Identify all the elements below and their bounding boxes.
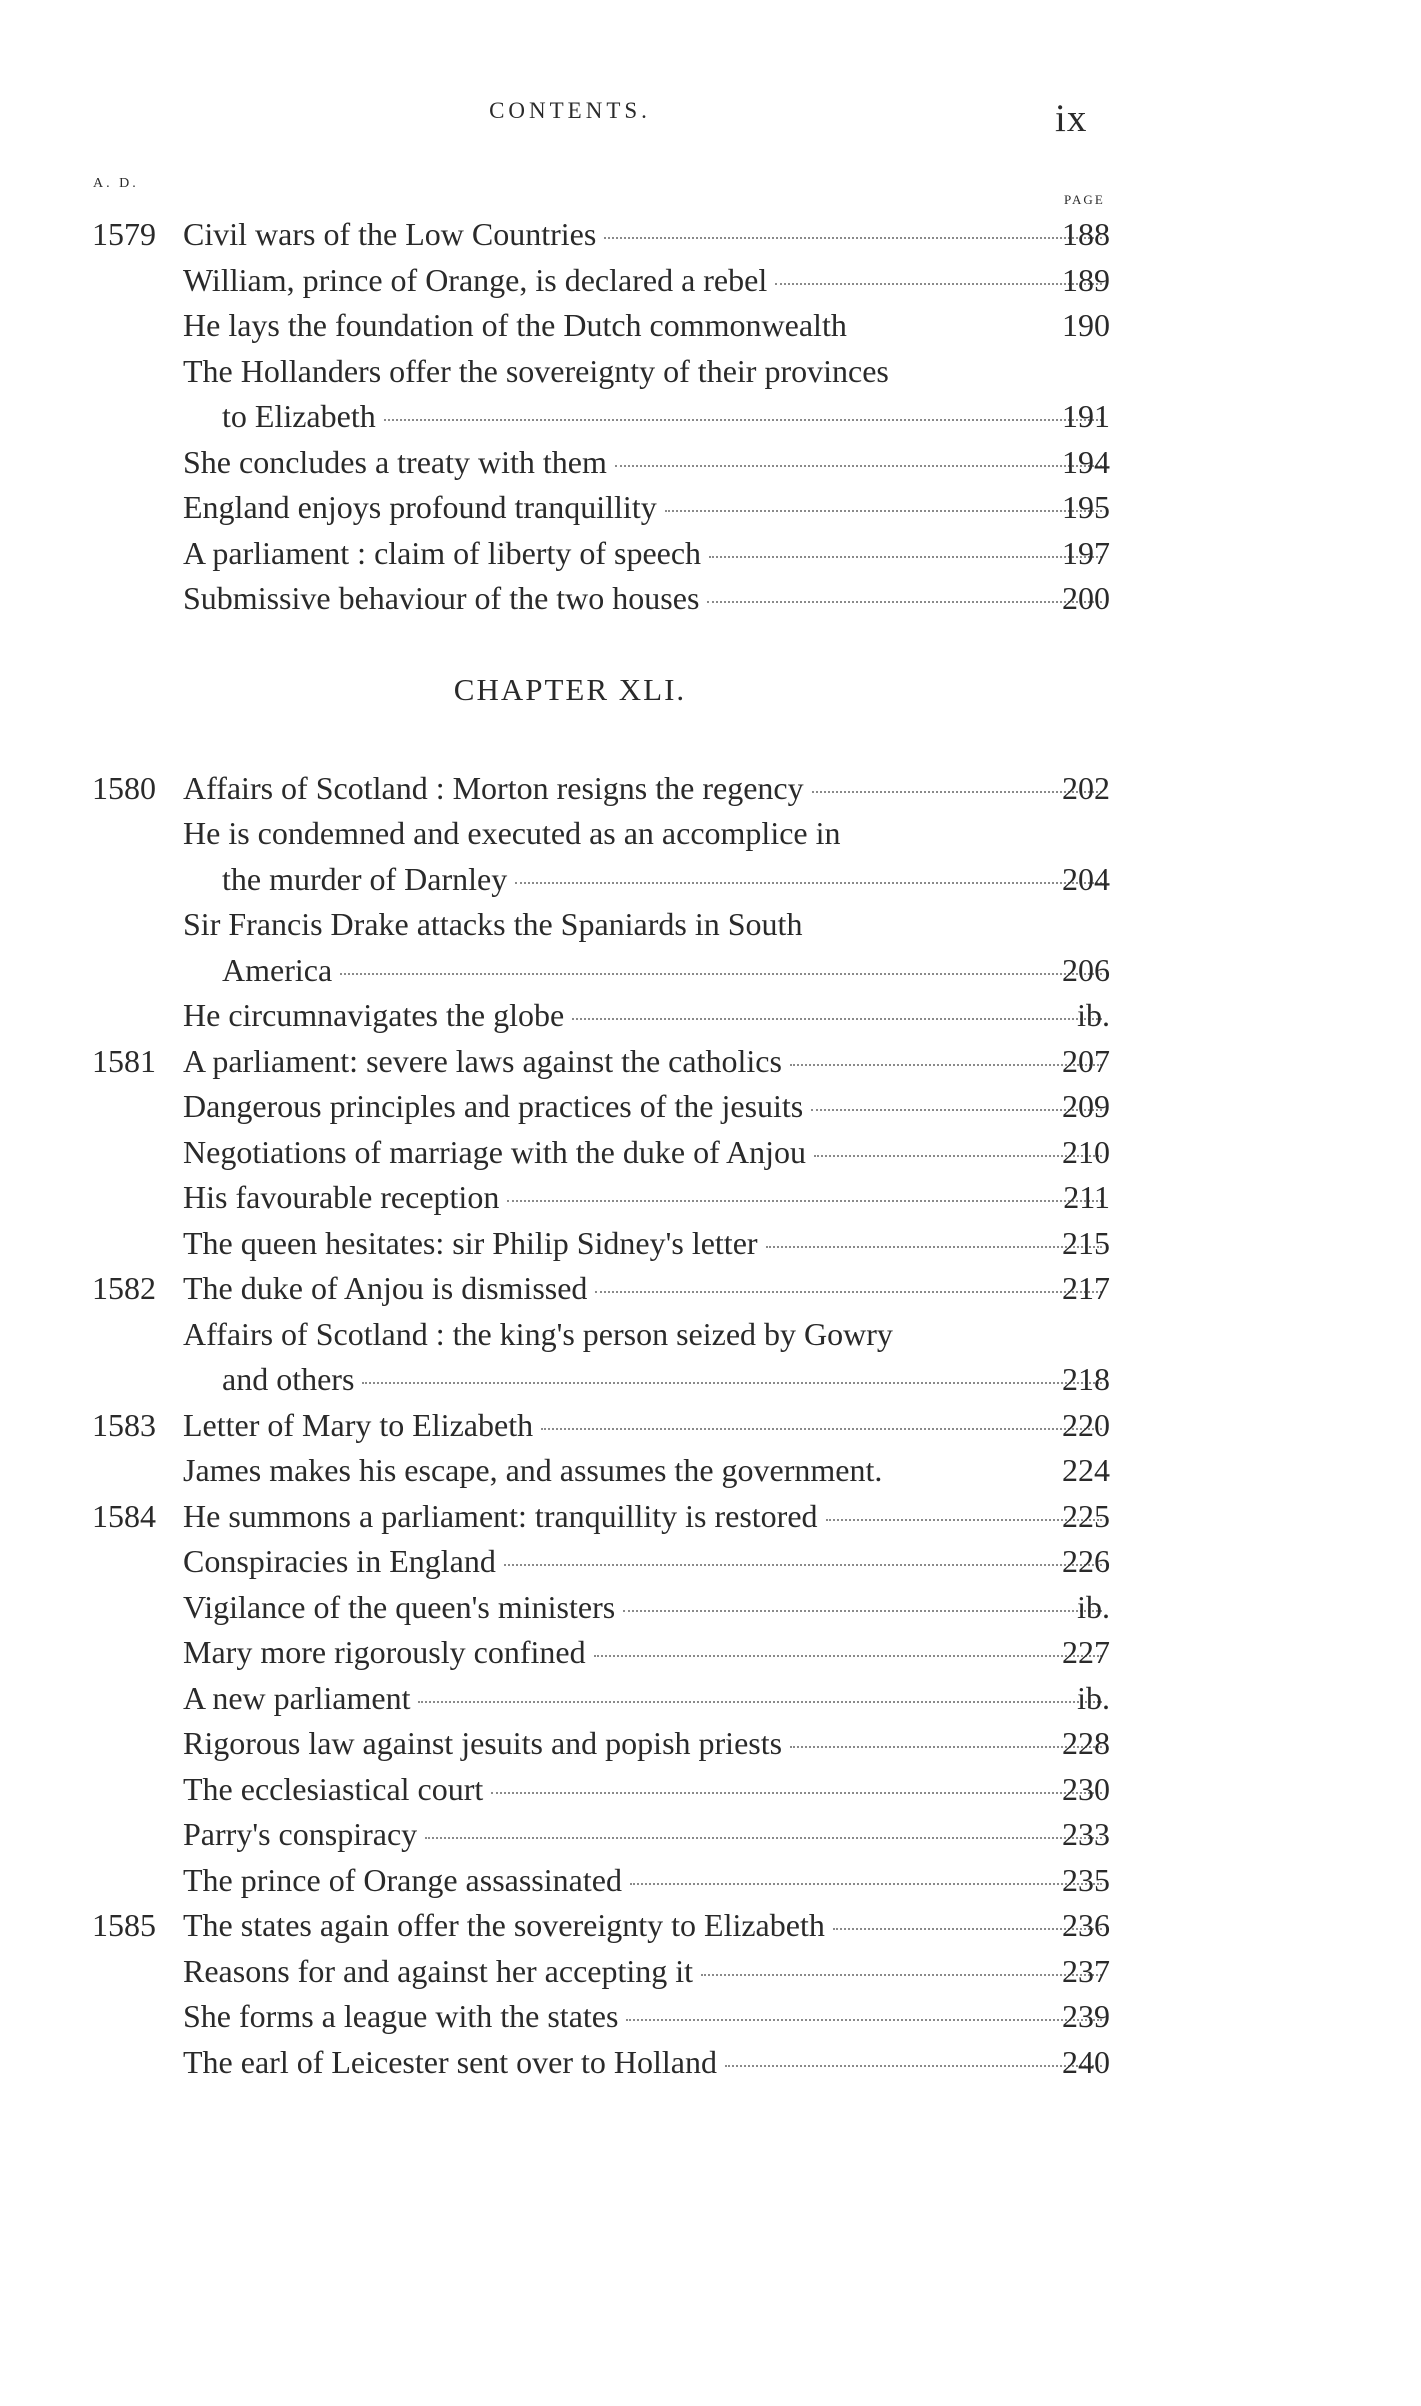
entry-title: Sir Francis Drake attacks the Spaniards in South <box>183 906 803 942</box>
entry-page-number: ib. <box>1077 1679 1110 1716</box>
entry-page-number: 188 <box>1062 216 1110 252</box>
toc-entry <box>0 1357 1421 1402</box>
entry-title: He summons a parliament: tranquillity is restored <box>183 1497 818 1534</box>
entry-page-number: 206 <box>1062 951 1110 988</box>
entry-page-number: 227 <box>1062 1634 1110 1670</box>
dot-leader <box>418 1673 1102 1703</box>
toc-entry <box>0 766 1421 811</box>
dot-leader <box>615 437 1102 467</box>
dot-leader <box>572 990 1102 1020</box>
entry-title: America <box>222 951 333 988</box>
toc-entry <box>0 440 1421 485</box>
dot-leader <box>507 1172 1102 1202</box>
entry-year: 1584 <box>92 1497 156 1534</box>
toc-entry <box>0 1494 1421 1539</box>
entry-page-number: 204 <box>1062 860 1110 897</box>
entry-page-number: 191 <box>1062 398 1110 434</box>
toc-entry <box>0 1266 1421 1311</box>
toc-entry <box>0 1539 1421 1584</box>
toc-entry <box>0 811 1421 856</box>
page-column-label: PAGE <box>1064 192 1105 207</box>
toc-entry <box>0 1403 1421 1448</box>
dot-leader <box>595 1263 1102 1293</box>
toc-entry <box>0 1585 1421 1630</box>
entry-page-number: 207 <box>1062 1042 1110 1079</box>
entry-page-number: 218 <box>1062 1361 1110 1397</box>
entry-year: 1582 <box>92 1270 156 1306</box>
entry-title: She concludes a treaty with them <box>183 443 607 480</box>
toc-entry <box>0 993 1421 1038</box>
entry-page-number: 239 <box>1062 1998 1110 2034</box>
toc-entry <box>0 1812 1421 1857</box>
entry-page-number: 215 <box>1062 1224 1110 1261</box>
toc-entry <box>0 1994 1421 2039</box>
entry-title: Affairs of Scotland : Morton resigns the regency <box>183 769 804 806</box>
entry-title: William, prince of Orange, is declared a rebel <box>183 261 768 298</box>
toc-entry <box>0 1630 1421 1675</box>
toc-entry <box>0 857 1421 902</box>
entry-page-number: 235 <box>1062 1861 1110 1898</box>
entry-title: Submissive behaviour of the two houses <box>183 580 700 616</box>
entry-title: and others <box>222 1361 355 1397</box>
dot-leader <box>425 1809 1102 1839</box>
entry-title: Parry's conspiracy <box>183 1816 418 1852</box>
toc-entry <box>0 394 1421 439</box>
chapter-heading: CHAPTER XLI. <box>453 672 687 707</box>
toc-entry <box>0 2040 1421 2085</box>
toc-entry <box>0 1767 1421 1812</box>
dot-leader <box>541 1400 1102 1430</box>
entry-title: the murder of Darnley <box>222 860 508 897</box>
entry-page-number: 233 <box>1062 1816 1110 1852</box>
toc-entry <box>0 1221 1421 1266</box>
entry-page-number: ib. <box>1077 1588 1110 1625</box>
entry-page-number: 195 <box>1062 489 1110 525</box>
entry-title: His favourable reception <box>183 1179 500 1215</box>
entry-title: The duke of Anjou is dismissed <box>183 1270 588 1306</box>
entry-page-number: ib. <box>1077 997 1110 1033</box>
entry-title: Negotiations of marriage with the duke of Anjou <box>183 1133 806 1170</box>
toc-entry <box>0 902 1421 947</box>
entry-page-number: 228 <box>1062 1725 1110 1761</box>
entry-page-number: 230 <box>1062 1770 1110 1807</box>
entry-title: Dangerous principles and practices of the jesuits <box>183 1088 804 1124</box>
dot-leader <box>384 391 1102 421</box>
dot-leader <box>604 209 1102 239</box>
toc-entry <box>0 258 1421 303</box>
entry-title: A new parliament <box>183 1679 411 1716</box>
entry-page-number: 211 <box>1063 1179 1110 1215</box>
entry-title: He lays the foundation of the Dutch commonwealth <box>183 307 847 343</box>
entry-year: 1581 <box>92 1042 156 1079</box>
page-number: ix <box>1055 97 1088 140</box>
entry-title: The earl of Leicester sent over to Holland <box>183 2043 717 2080</box>
toc-entry <box>0 1130 1421 1175</box>
entry-page-number: 197 <box>1062 534 1110 571</box>
entry-title: He is condemned and executed as an accomplice in <box>183 815 841 851</box>
toc-entry <box>0 576 1421 621</box>
entry-title: England enjoys profound tranquillity <box>183 489 657 525</box>
entry-title: James makes his escape, and assumes the government. <box>183 1452 883 1488</box>
entry-page-number: 202 <box>1062 769 1110 806</box>
entry-year: 1583 <box>92 1406 156 1443</box>
entry-title: A parliament : claim of liberty of speech <box>183 534 702 571</box>
entry-title: Affairs of Scotland : the king's person seized by Gowry <box>183 1315 893 1352</box>
toc-entry <box>0 1949 1421 1994</box>
toc-entry <box>0 212 1421 257</box>
running-header-title: CONTENTS. <box>489 98 651 123</box>
dot-leader <box>491 1764 1102 1794</box>
toc-entry <box>0 303 1421 348</box>
dot-leader <box>340 945 1102 975</box>
entry-year: 1579 <box>92 216 156 252</box>
entry-year: 1580 <box>92 769 156 806</box>
entry-title: to Elizabeth <box>222 398 376 434</box>
toc-entry <box>0 1084 1421 1129</box>
entry-title: The states again offer the sovereignty to Elizabeth <box>183 1907 825 1943</box>
entry-title: The Hollanders offer the sovereignty of their provinces <box>183 352 889 389</box>
entry-title: Vigilance of the queen's ministers <box>183 1588 616 1625</box>
entry-page-number: 226 <box>1062 1543 1110 1579</box>
toc-entry <box>0 1721 1421 1766</box>
entry-page-number: 237 <box>1062 1952 1110 1989</box>
toc-entry <box>0 485 1421 530</box>
toc-entry <box>0 1039 1421 1084</box>
dot-leader <box>362 1354 1102 1384</box>
entry-page-number: 210 <box>1062 1133 1110 1170</box>
entry-page-number: 194 <box>1062 443 1110 480</box>
toc-entry <box>0 1175 1421 1220</box>
entry-title: A parliament: severe laws against the catholics <box>183 1042 782 1079</box>
toc-entry <box>0 1858 1421 1903</box>
entry-page-number: 225 <box>1062 1497 1110 1534</box>
entry-page-number: 236 <box>1062 1907 1110 1943</box>
entry-title: Reasons for and against her accepting it <box>183 1952 694 1989</box>
dot-leader <box>515 854 1102 884</box>
entry-title: Rigorous law against jesuits and popish priests <box>183 1725 783 1761</box>
entry-title: Letter of Mary to Elizabeth <box>183 1406 534 1443</box>
entry-title: The ecclesiastical court <box>183 1770 484 1807</box>
toc-entry <box>0 531 1421 576</box>
year-column-label: A. D. <box>93 176 139 191</box>
toc-entry <box>0 948 1421 993</box>
entry-title: Civil wars of the Low Countries <box>183 216 597 252</box>
entry-title: The prince of Orange assassinated <box>183 1861 622 1898</box>
toc-entry <box>0 349 1421 394</box>
entry-page-number: 200 <box>1062 580 1110 616</box>
entry-page-number: 190 <box>1062 307 1110 343</box>
entry-title: The queen hesitates: sir Philip Sidney's letter <box>183 1224 758 1261</box>
entry-title: Mary more rigorously confined <box>183 1634 586 1670</box>
entry-page-number: 240 <box>1062 2043 1110 2080</box>
entry-page-number: 224 <box>1062 1452 1110 1488</box>
entry-title: She forms a league with the states <box>183 1998 619 2034</box>
toc-entry <box>0 1448 1421 1493</box>
entry-year: 1585 <box>92 1907 156 1943</box>
entry-title: Conspiracies in England <box>183 1543 496 1579</box>
entry-page-number: 209 <box>1062 1088 1110 1124</box>
entry-page-number: 217 <box>1062 1270 1110 1306</box>
toc-entry <box>0 1312 1421 1357</box>
toc-entry <box>0 1676 1421 1721</box>
dot-leader <box>504 1536 1102 1566</box>
dot-leader <box>594 1627 1102 1657</box>
toc-entry <box>0 1903 1421 1948</box>
entry-page-number: 220 <box>1062 1406 1110 1443</box>
entry-title: He circumnavigates the globe <box>183 997 565 1033</box>
entry-page-number: 189 <box>1062 261 1110 298</box>
